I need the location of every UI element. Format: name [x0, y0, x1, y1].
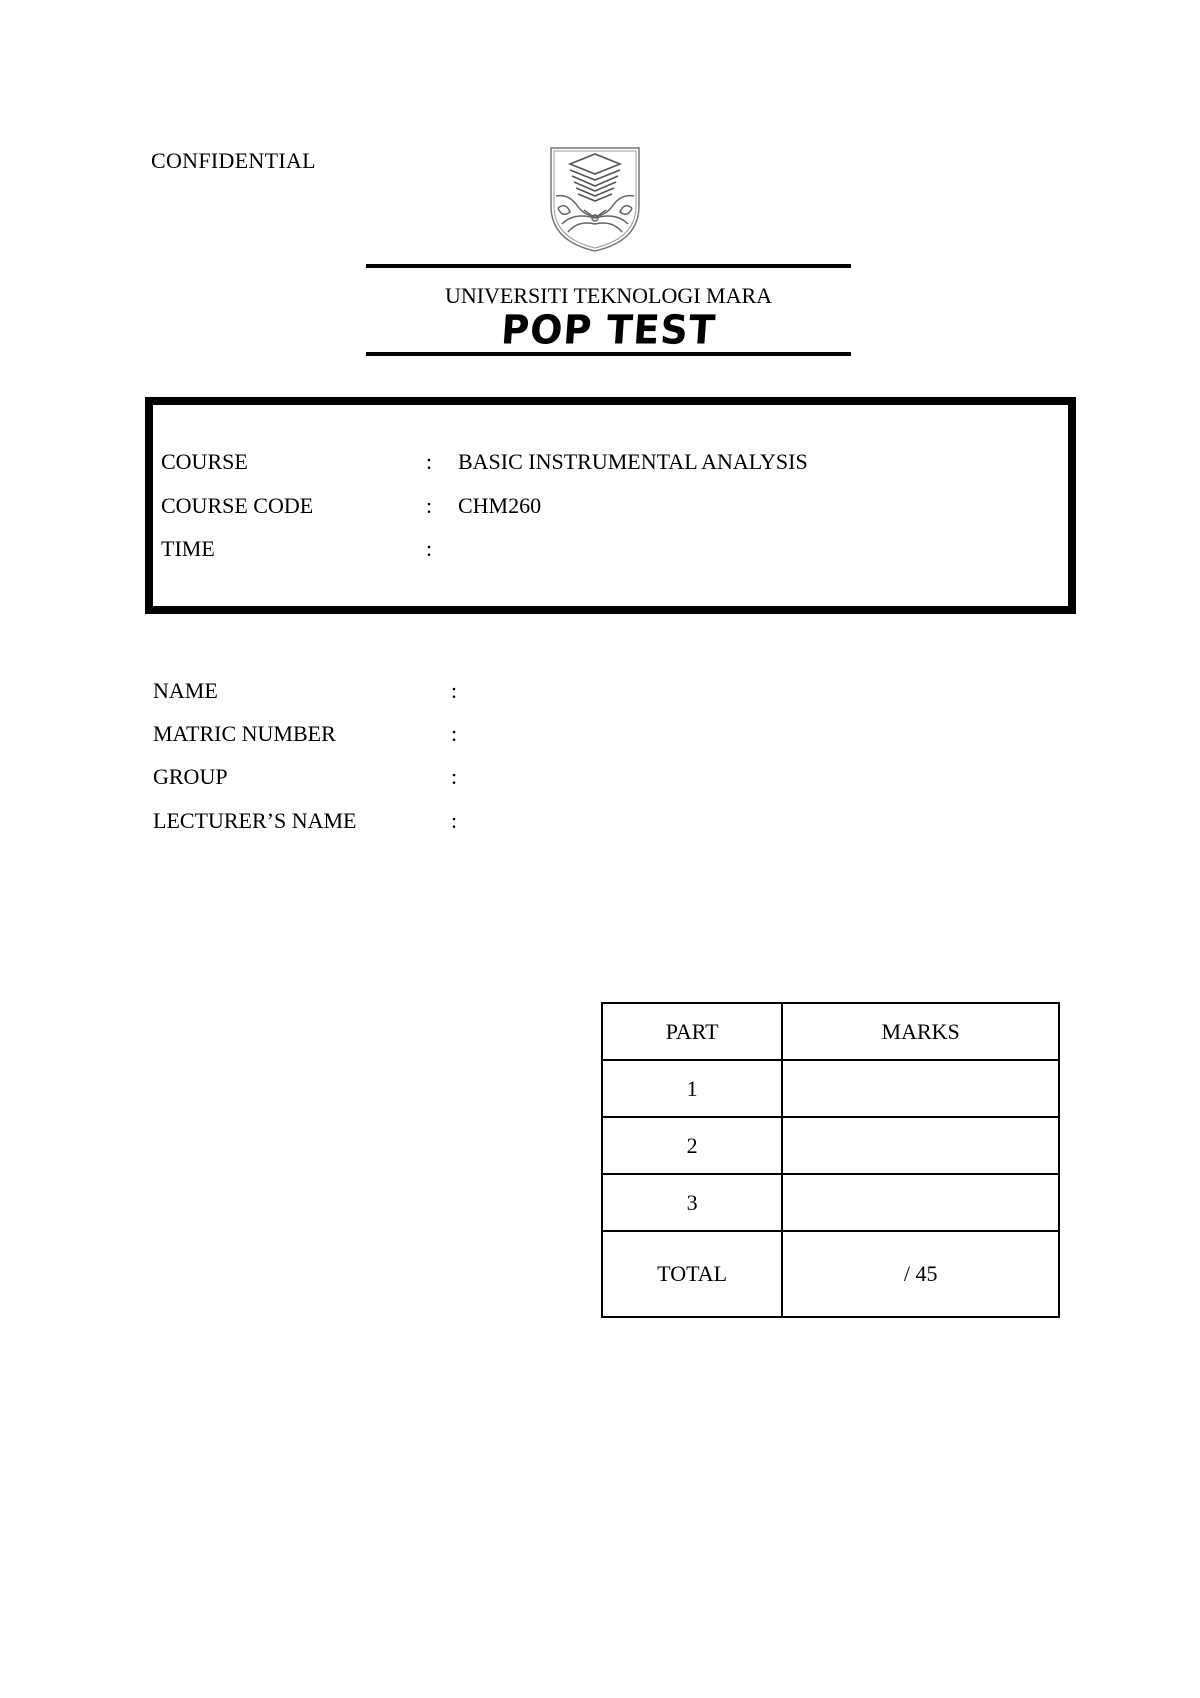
group-colon: :: [451, 764, 458, 789]
table-header-row: [602, 1003, 1059, 1060]
marks-header: MARKS: [782, 1003, 1059, 1060]
group-label: GROUP: [153, 764, 228, 789]
university-crest-logo: [548, 146, 642, 253]
confidential-label: CONFIDENTIAL: [151, 148, 316, 173]
header-bottom-rule: [366, 352, 851, 356]
course-code-label: COURSE CODE: [161, 493, 314, 518]
test-title: POP TEST: [499, 306, 718, 354]
course-colon: :: [426, 449, 433, 474]
university-name: UNIVERSITI TEKNOLOGI MARA: [444, 283, 773, 308]
part-cell: 3: [602, 1174, 782, 1231]
total-value: / 45: [782, 1231, 1059, 1317]
matric-number-label: MATRIC NUMBER: [153, 721, 336, 746]
course-label: COURSE: [161, 449, 248, 474]
course-code-colon: :: [426, 493, 433, 518]
part-cell: 2: [602, 1117, 782, 1174]
table-row: [602, 1060, 1059, 1117]
part-cell: 1: [602, 1060, 782, 1117]
course-value: BASIC INSTRUMENTAL ANALYSIS: [458, 449, 808, 474]
table-row: [602, 1174, 1059, 1231]
lecturer-name-label: LECTURER’S NAME: [153, 808, 357, 833]
time-colon: :: [426, 536, 433, 561]
time-label: TIME: [161, 536, 215, 561]
part-header: PART: [602, 1003, 782, 1060]
table-row: [602, 1117, 1059, 1174]
lecturer-name-colon: :: [451, 808, 458, 833]
marks-cell[interactable]: [782, 1060, 1059, 1117]
marks-cell[interactable]: [782, 1117, 1059, 1174]
marks-cell[interactable]: [782, 1174, 1059, 1231]
matric-number-colon: :: [451, 721, 458, 746]
name-colon: :: [451, 678, 458, 703]
total-row: [602, 1231, 1059, 1317]
course-code-value: CHM260: [458, 493, 542, 518]
marks-table: [601, 1002, 1060, 1318]
name-label: NAME: [153, 678, 218, 703]
total-label: TOTAL: [602, 1231, 782, 1317]
header-top-rule: [366, 264, 851, 268]
